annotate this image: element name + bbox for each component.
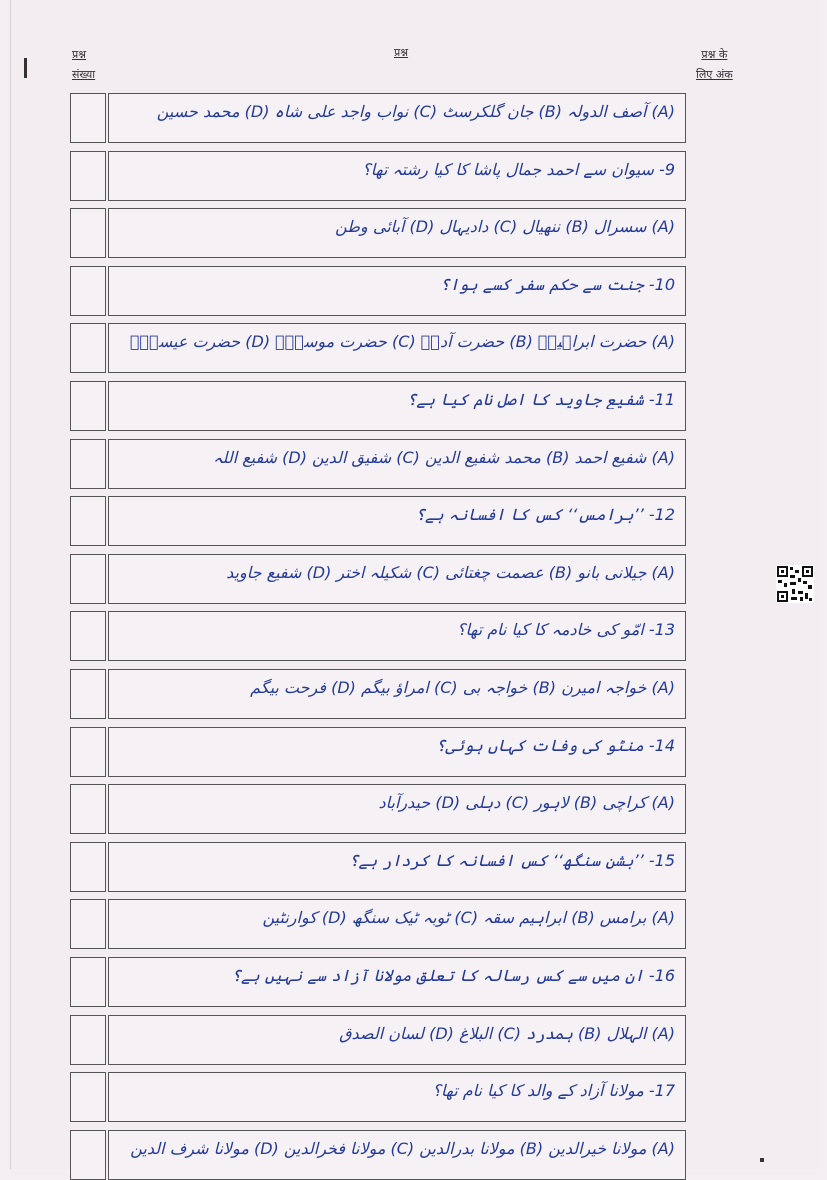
question-text-cell bbox=[108, 1072, 686, 1122]
margin-mark bbox=[24, 58, 27, 78]
table-row bbox=[70, 611, 688, 661]
question-text-cell bbox=[108, 957, 686, 1007]
table-row bbox=[70, 1130, 688, 1180]
handwritten-text: 9- سیوان سے احمد جمال پاشا کا کیا رشتہ تھا؟ bbox=[362, 160, 675, 179]
handwritten-text: 17- مولانا آزاد کے والد کا کیا نام تھا؟ bbox=[432, 1081, 675, 1100]
table-row bbox=[70, 266, 688, 316]
header-marks bbox=[696, 45, 733, 85]
question-text-cell bbox=[108, 727, 686, 777]
handwritten-text: (A) خواجہ امیرن (B) خواجہ بی (C) امراؤ بیگم (D) فرحت بیگم bbox=[250, 678, 675, 697]
table-row bbox=[70, 842, 688, 892]
header-question: प्रश्न bbox=[394, 46, 409, 59]
question-number-cell bbox=[70, 727, 106, 777]
handwritten-text: (A) جیلانی بانو (B) عصمت چغتائی (C) شکیلہ اختر (D) شفیع جاوید bbox=[226, 563, 675, 582]
table-row bbox=[70, 554, 688, 604]
table-row bbox=[70, 1015, 688, 1065]
table-row bbox=[70, 669, 688, 719]
question-number-cell bbox=[70, 266, 106, 316]
question-text-cell bbox=[108, 669, 686, 719]
header-left-line1: प्रश्न bbox=[72, 48, 87, 61]
handwritten-text: (A) سسرال (B) ننھیال (C) دادیہال (D) آبائی وطن bbox=[335, 217, 675, 236]
handwritten-text: (A) کراچی (B) لاہور (C) دہلی (D) حیدرآباد bbox=[378, 793, 675, 812]
question-text-cell bbox=[108, 611, 686, 661]
question-text-cell bbox=[108, 1015, 686, 1065]
question-text-cell bbox=[108, 381, 686, 431]
question-text-cell bbox=[108, 842, 686, 892]
qr-code-icon bbox=[776, 565, 814, 603]
question-number-cell bbox=[70, 554, 106, 604]
question-text-cell bbox=[108, 266, 686, 316]
question-number-cell bbox=[70, 496, 106, 546]
handwritten-text: 15- ’’بشن سنگھ‘‘ کس افسانہ کا کردار ہے؟ bbox=[349, 851, 675, 870]
handwritten-text: (A) برامس (B) ابراہیم سقہ (C) ٹوبہ ٹیک سنگھ (D) کوارنٹین bbox=[262, 908, 675, 927]
handwritten-text: (A) حضرت ابراہیمؑ (B) حضرت آدمؑ (C) حضرت موسیٰؑ (D) حضرت عیسیٰؑ bbox=[129, 332, 675, 351]
table-row bbox=[70, 381, 688, 431]
question-number-cell bbox=[70, 1130, 106, 1180]
question-text-cell bbox=[108, 784, 686, 834]
question-text-cell bbox=[108, 439, 686, 489]
handwritten-text: 14- منٹو کی وفات کہاں ہوئی؟ bbox=[435, 736, 675, 755]
question-text-cell bbox=[108, 554, 686, 604]
table-row bbox=[70, 727, 688, 777]
handwritten-text: 12- ’’برامس‘‘ کس کا افسانہ ہے؟ bbox=[415, 505, 675, 524]
question-text-cell bbox=[108, 208, 686, 258]
question-number-cell bbox=[70, 381, 106, 431]
handwritten-text: 16- ان میں سے کس رسالہ کا تعلق مولانا آزاد سے نہیں ہے؟ bbox=[231, 966, 675, 985]
corner-mark bbox=[760, 1158, 764, 1162]
header-right-line1: प्रश्न के bbox=[701, 48, 728, 61]
handwritten-text: (A) مولانا خیرالدین (B) مولانا بدرالدین (C) مولانا فخرالدین (D) مولانا شرف الدین bbox=[130, 1139, 675, 1158]
question-number-cell bbox=[70, 611, 106, 661]
question-number-cell bbox=[70, 208, 106, 258]
header-question-number bbox=[72, 45, 95, 85]
question-number-cell bbox=[70, 323, 106, 373]
handwritten-text: 11- شفیع جاوید کا اصل نام کیا ہے؟ bbox=[407, 390, 675, 409]
question-number-cell bbox=[70, 1072, 106, 1122]
question-number-cell bbox=[70, 957, 106, 1007]
handwritten-text: (A) آصف الدولہ (B) جان گلکرسٹ (C) نواب واجد علی شاہ (D) محمد حسین bbox=[156, 102, 675, 121]
question-text-cell bbox=[108, 899, 686, 949]
header-left-line2: संख्या bbox=[72, 68, 96, 81]
question-number-cell bbox=[70, 151, 106, 201]
question-text-cell bbox=[108, 496, 686, 546]
table-row bbox=[70, 208, 688, 258]
table-row bbox=[70, 784, 688, 834]
question-number-cell bbox=[70, 842, 106, 892]
question-number-cell bbox=[70, 899, 106, 949]
table-row bbox=[70, 93, 688, 143]
question-number-cell bbox=[70, 669, 106, 719]
question-text-cell bbox=[108, 93, 686, 143]
question-number-cell bbox=[70, 1015, 106, 1065]
question-number-cell bbox=[70, 784, 106, 834]
handwritten-text: (A) الہلال (B) ہمدرد (C) البلاغ (D) لسان الصدق bbox=[339, 1024, 675, 1043]
question-number-cell bbox=[70, 439, 106, 489]
table-row bbox=[70, 151, 688, 201]
header-right-line2: लिए अंक bbox=[696, 68, 733, 81]
table-row bbox=[70, 439, 688, 489]
table-row bbox=[70, 496, 688, 546]
table-row bbox=[70, 323, 688, 373]
handwritten-text: 10- جنت سے حکم سفر کسے ہوا؟ bbox=[440, 275, 675, 294]
table-row bbox=[70, 899, 688, 949]
question-text-cell bbox=[108, 1130, 686, 1180]
question-text-cell bbox=[108, 151, 686, 201]
handwritten-text: (A) شفیع احمد (B) محمد شفیع الدین (C) شفیق الدین (D) شفیع اللہ bbox=[213, 448, 675, 467]
question-number-cell bbox=[70, 93, 106, 143]
table-row bbox=[70, 1072, 688, 1122]
handwritten-text: 13- امّو کی خادمہ کا کیا نام تھا؟ bbox=[456, 620, 675, 639]
question-text-cell bbox=[108, 323, 686, 373]
table-row bbox=[70, 957, 688, 1007]
